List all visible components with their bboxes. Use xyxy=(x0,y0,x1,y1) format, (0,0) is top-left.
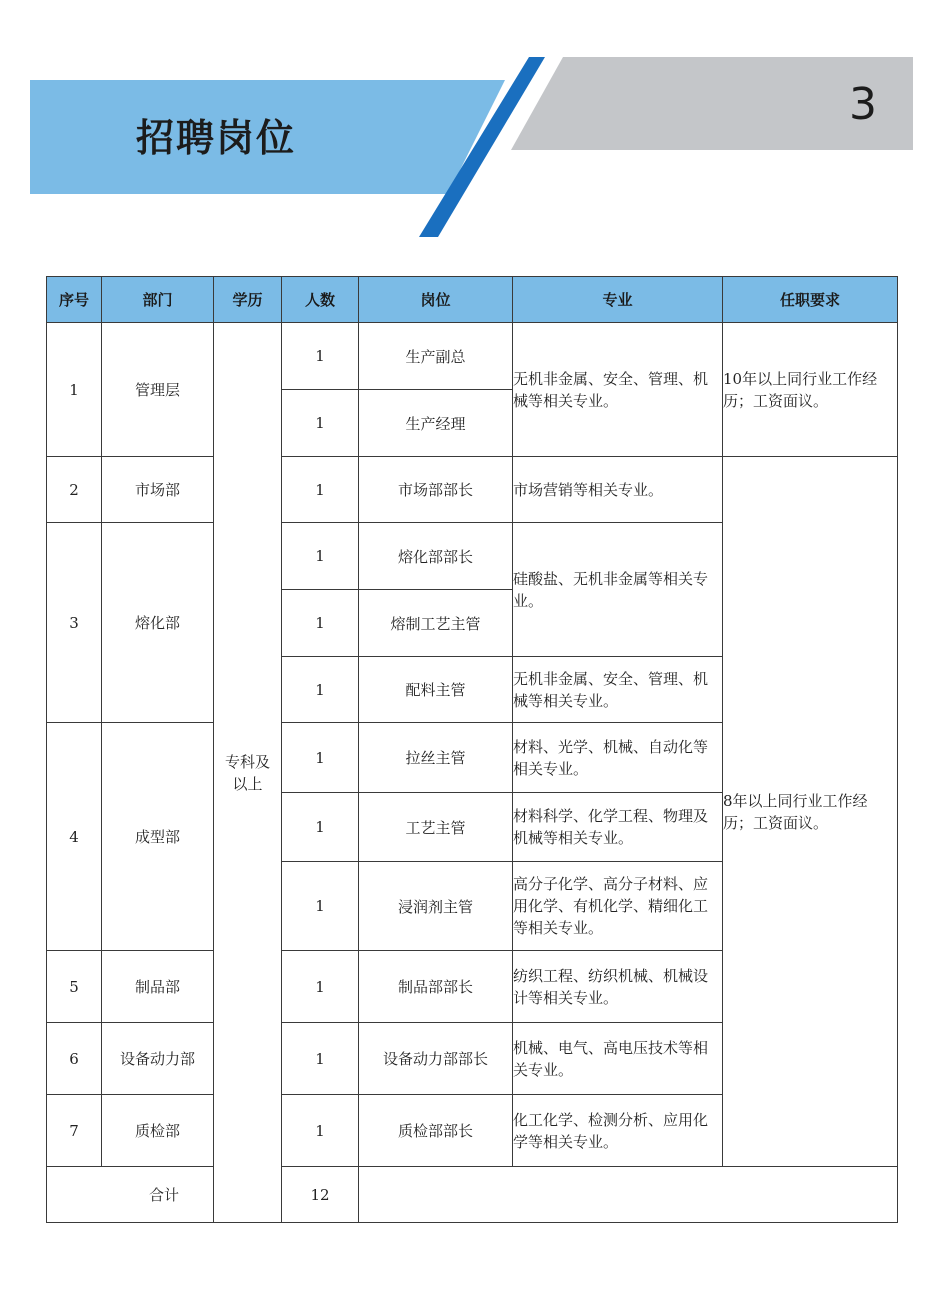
headcount: 1 xyxy=(282,723,359,793)
headcount: 1 xyxy=(282,390,359,457)
position-title: 拉丝主管 xyxy=(359,723,513,793)
position-title: 设备动力部部长 xyxy=(359,1023,513,1095)
total-empty xyxy=(359,1167,898,1223)
dept-name: 设备动力部 xyxy=(102,1023,214,1095)
page-header xyxy=(0,0,948,250)
col-header-major: 专业 xyxy=(513,277,723,323)
positions-table xyxy=(46,276,898,1223)
col-header-requirement: 任职要求 xyxy=(723,277,898,323)
page-number: 3 xyxy=(849,79,877,130)
position-title: 工艺主管 xyxy=(359,793,513,862)
dept-name: 质检部 xyxy=(102,1095,214,1167)
col-header-count: 人数 xyxy=(282,277,359,323)
position-title: 质检部部长 xyxy=(359,1095,513,1167)
major-cell: 市场营销等相关专业。 xyxy=(513,457,723,523)
dept-name: 市场部 xyxy=(102,457,214,523)
major-cell: 纺织工程、纺织机械、机械设计等相关专业。 xyxy=(513,951,723,1023)
table-row xyxy=(47,457,898,523)
dept-no: 4 xyxy=(47,723,102,951)
dept-no: 6 xyxy=(47,1023,102,1095)
headcount: 1 xyxy=(282,323,359,390)
dept-name: 成型部 xyxy=(102,723,214,951)
dept-no: 7 xyxy=(47,1095,102,1167)
major-cell: 无机非金属、安全、管理、机械等相关专业。 xyxy=(513,657,723,723)
position-title: 熔化部部长 xyxy=(359,523,513,590)
headcount: 1 xyxy=(282,1095,359,1167)
dept-name: 管理层 xyxy=(102,323,214,457)
education-cell xyxy=(214,323,282,1223)
headcount: 1 xyxy=(282,457,359,523)
dept-no: 5 xyxy=(47,951,102,1023)
total-label: 合计 xyxy=(47,1167,282,1223)
table-row xyxy=(47,323,898,390)
col-header-no: 序号 xyxy=(47,277,102,323)
position-title: 配料主管 xyxy=(359,657,513,723)
position-title: 生产经理 xyxy=(359,390,513,457)
major-cell: 无机非金属、安全、管理、机械等相关专业。 xyxy=(513,323,723,457)
total-value: 12 xyxy=(282,1167,359,1223)
dept-name: 制品部 xyxy=(102,951,214,1023)
headcount: 1 xyxy=(282,1023,359,1095)
major-cell: 机械、电气、高电压技术等相关专业。 xyxy=(513,1023,723,1095)
major-cell: 化工化学、检测分析、应用化学等相关专业。 xyxy=(513,1095,723,1167)
table-header-row xyxy=(47,277,898,323)
position-title: 生产副总 xyxy=(359,323,513,390)
page-title: 招聘岗位 xyxy=(136,116,297,160)
requirement-cell: 10年以上同行业工作经历；工资面议。 xyxy=(723,323,898,457)
headcount: 1 xyxy=(282,793,359,862)
headcount: 1 xyxy=(282,590,359,657)
education-text: 专科及 以上 xyxy=(224,752,270,793)
col-header-position: 岗位 xyxy=(359,277,513,323)
dept-no: 3 xyxy=(47,523,102,723)
major-cell: 高分子化学、高分子材料、应用化学、有机化学、精细化工等相关专业。 xyxy=(513,862,723,951)
major-cell: 硅酸盐、无机非金属等相关专业。 xyxy=(513,523,723,657)
position-title: 市场部部长 xyxy=(359,457,513,523)
total-row xyxy=(47,1167,898,1223)
major-cell: 材料、光学、机械、自动化等相关专业。 xyxy=(513,723,723,793)
position-title: 熔制工艺主管 xyxy=(359,590,513,657)
headcount: 1 xyxy=(282,657,359,723)
col-header-dept: 部门 xyxy=(102,277,214,323)
dept-no: 2 xyxy=(47,457,102,523)
headcount: 1 xyxy=(282,951,359,1023)
headcount: 1 xyxy=(282,523,359,590)
position-title: 制品部部长 xyxy=(359,951,513,1023)
col-header-education: 学历 xyxy=(214,277,282,323)
major-cell: 材料科学、化学工程、物理及机械等相关专业。 xyxy=(513,793,723,862)
headcount: 1 xyxy=(282,862,359,951)
requirement-cell: 8年以上同行业工作经历；工资面议。 xyxy=(723,457,898,1167)
dept-name: 熔化部 xyxy=(102,523,214,723)
dept-no: 1 xyxy=(47,323,102,457)
position-title: 浸润剂主管 xyxy=(359,862,513,951)
